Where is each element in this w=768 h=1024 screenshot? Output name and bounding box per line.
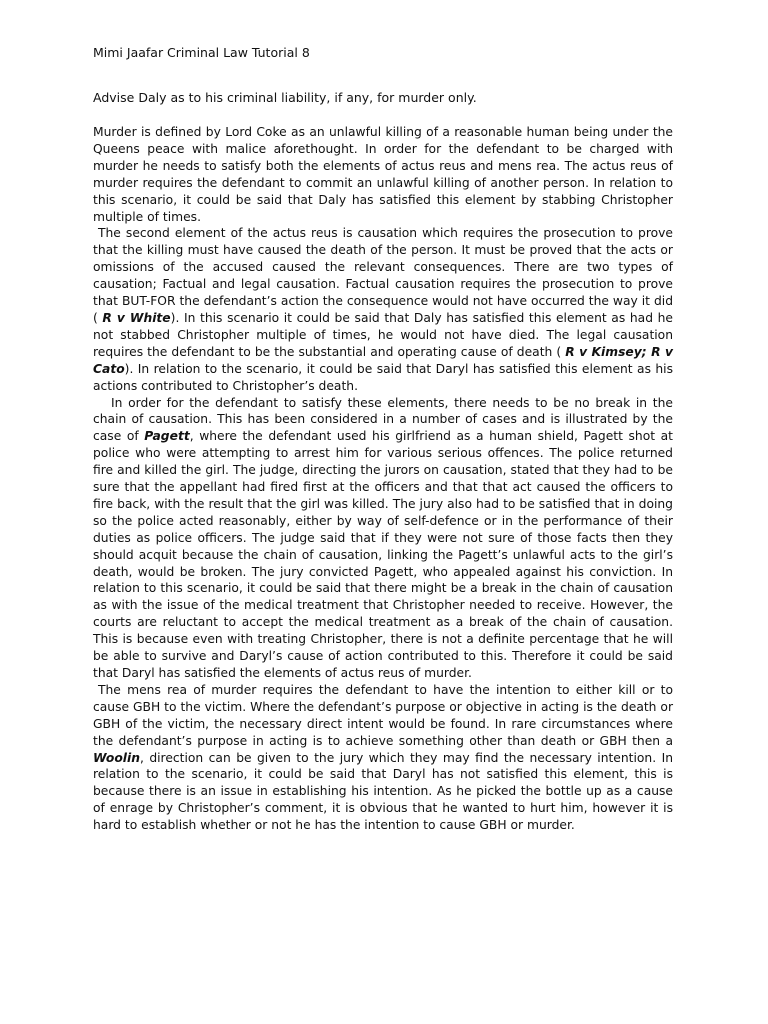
case-citation: R v White [102, 310, 171, 325]
text-segment: ). In this scenario it could be said that Daly has satisfied this element as had he not stabbed Christopher multiple of times, he would not have died. The legal causation requires the defendant to be the substantial and operating cause of death ( [93, 310, 673, 359]
question-text: Advise Daly as to his criminal liability, if any, for murder only. [93, 90, 477, 105]
paragraph-causation [93, 225, 673, 394]
document-page [93, 44, 673, 834]
text-segment: The mens rea of murder requires the defendant to have the intention to either kill or to cause GBH to the victim. Where the defendant’s purpose or objective in acting is the death or GBH of the victim, the necessary direct intent would be found. In rare circumstances where the defendant’s purpose in acting is to achieve something other than death or GBH then a [93, 682, 673, 748]
case-citation: R v Kimsey; R v Cato [93, 344, 673, 376]
document-title: Mimi Jaafar Criminal Law Tutorial 8 [93, 45, 310, 60]
text-segment: ). In relation to the scenario, it could be said that Daryl has satisfied this element as his actions contributed to Christopher’s death. [93, 361, 673, 393]
text-segment: The second element of the actus reus is causation which requires the prosecution to prove that the killing must have caused the death of the person. It must be proved that the acts or omissions of the accused caused the relevant consequences. There are two types of causation; Factual and legal causation. Factual causation requires the prosecution to prove that BUT-FOR the defendant’s action the consequence would not have occurred the way it did ( [93, 226, 673, 325]
text-segment: Murder is defined by Lord Coke as an unlawful killing of a reasonable human being under the Queens peace with malice aforethought. In order for the defendant to be charged with murder he needs to satisfy both the elements of actus reus and mens rea. The actus reus of murder requires the defendant to commit an unlawful killing of another person. In relation to this scenario, it could be said that Daly has satisfied this element by stabbing Christopher multiple of times. [93, 125, 673, 224]
paragraph-definition [93, 124, 673, 225]
text-segment: , where the defendant used his girlfriend as a human shield, Pagett shot at police who were attempting to arrest him for various serious offences. The police returned fire and killed the girl. The judge, directing the jurors on causation, stated that they had to be sure that the appellant had fired first at the officers and that that act caused the officers to fire back, with the result that the girl was killed. The jury also had to be satisfied that in doing so the police acted reasonably, either by way of self-defence or in the performance of their duties as police officers. The judge said that if they were not sure of those facts then they should acquit because the chain of causation, linking the Pagett’s unlawful acts to the girl’s death, would be broken. The jury convicted Pagett, who appealed against his conviction. In relation to this scenario, it could be said that there might be a break in the chain of causation as with the issue of the medical treatment that Christopher needed to receive. However, the courts are reluctant to accept the medical treatment as a break of the chain of causation. This is because even with treating Christopher, there is not a definite percentage that he will be able to survive and Daryl’s cause of action contributed to this. Therefore it could be said that Daryl has satisfied the elements of actus reus of murder. [93, 429, 673, 680]
text-segment: In order for the defendant to satisfy these elements, there needs to be no break in the chain of causation. This has been considered in a number of cases and is illustrated by the case of [93, 395, 673, 444]
case-citation: Woolin [93, 750, 140, 765]
paragraph-chain-of-causation [93, 395, 673, 682]
case-citation: Pagett [144, 429, 190, 444]
paragraph-mens-rea [93, 682, 673, 834]
text-segment: , direction can be given to the jury which they may find the necessary intention. In relation to the scenario, it could be said that Daryl has not satisfied this element, this is because there is an issue in establishing his intention. As he picked the bottle up as a cause of enrage by Christopher’s comment, it is obvious that he wanted to hurt him, however it is hard to establish whether or not he has the intention to cause GBH or murder. [93, 750, 673, 833]
